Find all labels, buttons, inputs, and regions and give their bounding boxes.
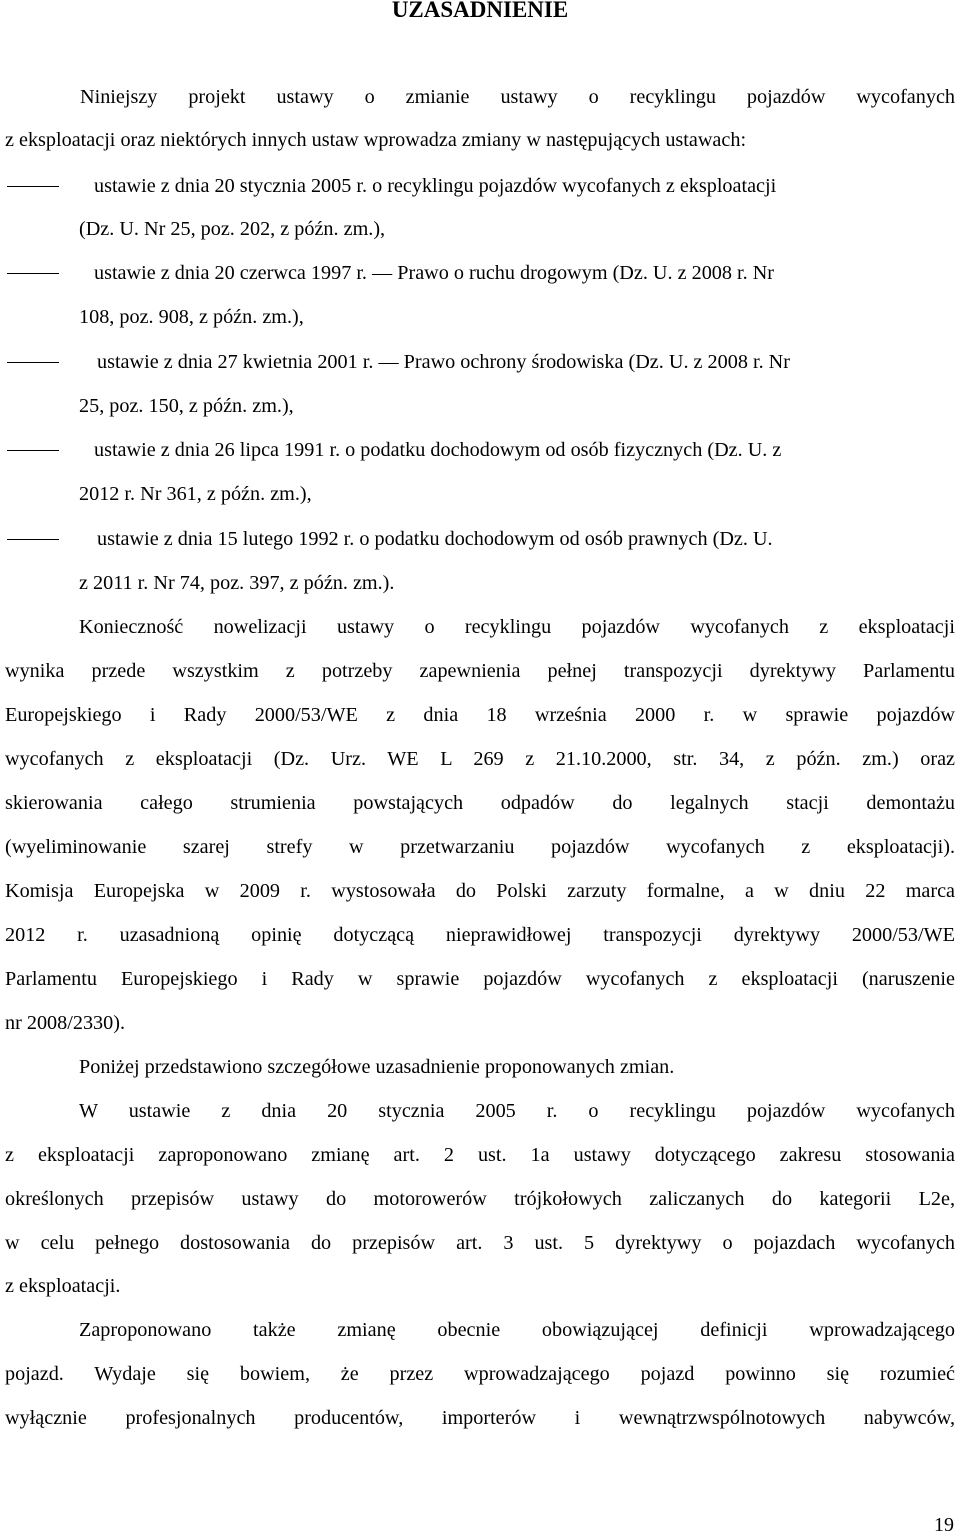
text-line bbox=[0, 1140, 960, 1170]
line-text: 2012 r. Nr 361, z późn. zm.), bbox=[79, 483, 312, 505]
line-text: ustawie z dnia 15 lutego 1992 r. o podatku dochodowym od osób prawnych (Dz. U. bbox=[97, 528, 773, 550]
document-title: UZASADNIENIE bbox=[391, 0, 569, 22]
line-text: (wyeliminowanie szarej strefy w przetwarzaniu pojazdów wycofanych z eksploatacji). bbox=[5, 836, 955, 858]
list-dash-icon bbox=[7, 273, 59, 274]
text-line bbox=[0, 1228, 960, 1258]
text-line bbox=[0, 568, 960, 598]
line-text: (Dz. U. Nr 25, poz. 202, z późn. zm.), bbox=[79, 218, 386, 240]
line-text: Zaproponowano także zmianę obecnie obowiązującej definicji wprowadzającego bbox=[79, 1319, 955, 1341]
text-line bbox=[0, 391, 960, 421]
line-text: ustawie z dnia 27 kwietnia 2001 r. — Prawo ochrony środowiska (Dz. U. z 2008 r. Nr bbox=[97, 351, 790, 373]
line-text: skierowania całego strumienia powstających odpadów do legalnych stacji demontażu bbox=[5, 792, 955, 814]
line-text: z eksploatacji zaproponowano zmianę art. 2 ust. 1a ustawy dotyczącego zakresu stosowania bbox=[5, 1144, 955, 1166]
line-text: 2012 r. uzasadnioną opinię dotyczącą nieprawidłowej transpozycji dyrektywy 2000/53/WE bbox=[5, 924, 955, 946]
line-text: określonych przepisów ustawy do motorowerów trójkołowych zaliczanych do kategorii L2e, bbox=[5, 1188, 955, 1210]
text-line bbox=[0, 1271, 960, 1301]
text-line bbox=[0, 1359, 960, 1389]
text-line bbox=[0, 1008, 960, 1038]
text-line bbox=[0, 832, 960, 862]
line-text: wynika przede wszystkim z potrzeby zapewnienia pełnej transpozycji dyrektywy Parlamentu bbox=[5, 660, 955, 682]
text-line bbox=[0, 1096, 960, 1126]
line-text: w celu pełnego dostosowania do przepisów art. 3 ust. 5 dyrektywy o pojazdach wycofanych bbox=[5, 1232, 955, 1254]
line-text: wyłącznie profesjonalnych producentów, importerów i wewnątrzwspólnotowych nabywców, bbox=[5, 1407, 955, 1429]
line-text: ustawie z dnia 20 czerwca 1997 r. — Prawo o ruchu drogowym (Dz. U. z 2008 r. Nr bbox=[94, 262, 775, 284]
text-line bbox=[0, 479, 960, 509]
list-item-line bbox=[0, 258, 960, 288]
line-text: z eksploatacji. bbox=[5, 1275, 121, 1297]
text-line bbox=[0, 125, 960, 155]
page-number: 19 bbox=[934, 1514, 954, 1536]
text-line bbox=[0, 1184, 960, 1214]
line-text: 108, poz. 908, z późn. zm.), bbox=[79, 306, 304, 328]
text-line bbox=[0, 82, 960, 112]
text-line bbox=[0, 744, 960, 774]
line-text: wycofanych z eksploatacji (Dz. Urz. WE L 269 z 21.10.2000, str. 34, z późn. zm.) oraz bbox=[5, 748, 955, 770]
line-text: nr 2008/2330). bbox=[5, 1012, 125, 1034]
list-dash-icon bbox=[7, 362, 59, 363]
line-text: 25, poz. 150, z późn. zm.), bbox=[79, 395, 294, 417]
text-line bbox=[0, 612, 960, 642]
list-item-line bbox=[0, 171, 960, 201]
text-line bbox=[0, 656, 960, 686]
text-line bbox=[0, 214, 960, 244]
line-text: W ustawie z dnia 20 stycznia 2005 r. o recyklingu pojazdów wycofanych bbox=[79, 1100, 955, 1122]
text-line bbox=[0, 1315, 960, 1345]
line-text: Europejskiego i Rady 2000/53/WE z dnia 18 września 2000 r. w sprawie pojazdów bbox=[5, 704, 955, 726]
list-item-line bbox=[0, 347, 960, 377]
text-line bbox=[0, 1052, 960, 1082]
list-dash-icon bbox=[7, 450, 59, 451]
text-line bbox=[0, 1403, 960, 1433]
line-text: Niniejszy projekt ustawy o zmianie ustawy o recyklingu pojazdów wycofanych bbox=[80, 86, 955, 108]
line-text: pojazd. Wydaje się bowiem, że przez wprowadzającego pojazd powinno się rozumieć bbox=[5, 1363, 955, 1385]
list-dash-icon bbox=[7, 186, 59, 187]
line-text: z 2011 r. Nr 74, poz. 397, z późn. zm.). bbox=[79, 572, 395, 594]
line-text: Parlamentu Europejskiego i Rady w sprawie pojazdów wycofanych z eksploatacji (naruszenie bbox=[5, 968, 955, 990]
list-item-line bbox=[0, 524, 960, 554]
line-text: z eksploatacji oraz niektórych innych ustaw wprowadza zmiany w następujących ustawach: bbox=[5, 129, 747, 151]
text-line bbox=[0, 700, 960, 730]
list-dash-icon bbox=[7, 539, 59, 540]
text-line bbox=[0, 920, 960, 950]
line-text: ustawie z dnia 20 stycznia 2005 r. o recyklingu pojazdów wycofanych z eksploatacji bbox=[94, 175, 777, 197]
text-line bbox=[0, 964, 960, 994]
list-item-line bbox=[0, 435, 960, 465]
text-line bbox=[0, 876, 960, 906]
line-text: Poniżej przedstawiono szczegółowe uzasadnienie proponowanych zmian. bbox=[79, 1056, 675, 1078]
line-text: Komisja Europejska w 2009 r. wystosowała do Polski zarzuty formalne, a w dniu 22 marca bbox=[5, 880, 955, 902]
text-line bbox=[0, 302, 960, 332]
line-text: Konieczność nowelizacji ustawy o recyklingu pojazdów wycofanych z eksploatacji bbox=[79, 616, 955, 638]
text-line bbox=[0, 788, 960, 818]
line-text: ustawie z dnia 26 lipca 1991 r. o podatku dochodowym od osób fizycznych (Dz. U. z bbox=[94, 439, 782, 461]
